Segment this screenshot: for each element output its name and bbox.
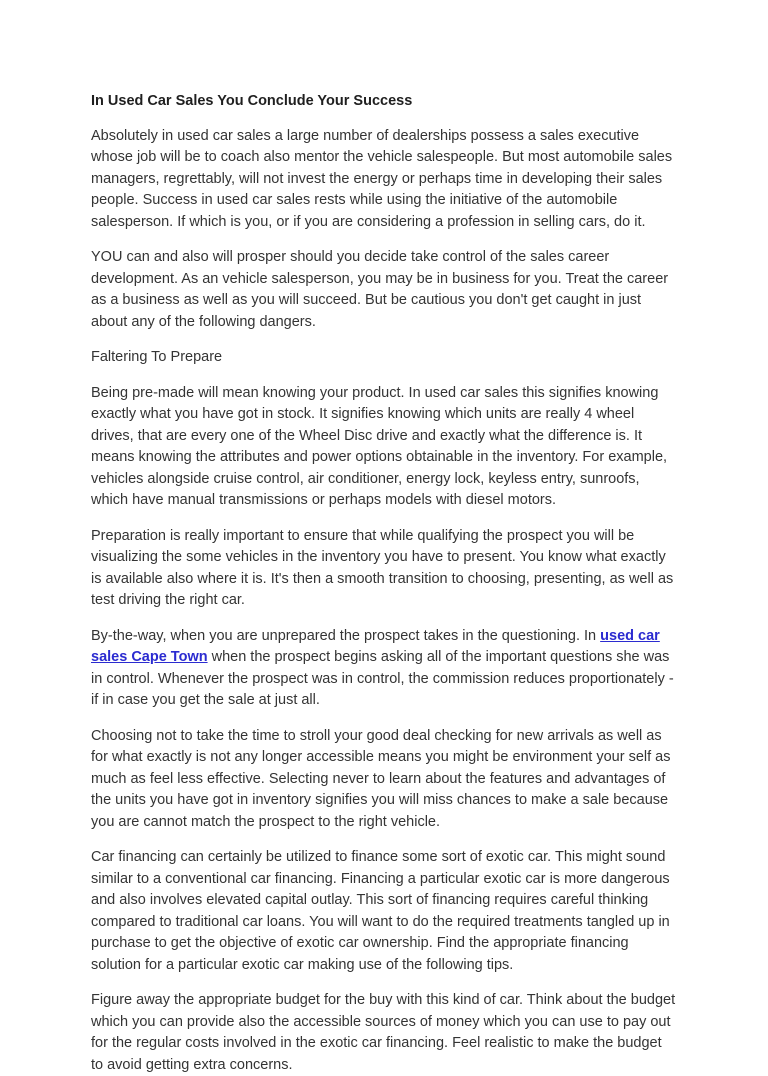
paragraph-by-the-way-text-after: when the prospect begins asking all of the important questions she was in control. Whenever the prospect was in control, the commission reduces proportionately - if in case you get the sale at just all. [91, 649, 674, 708]
paragraph-by-the-way-text-before: By-the-way, when you are unprepared the prospect takes in the questioning. In [91, 627, 601, 644]
paragraph-preparation: Preparation is really important to ensure that while qualifying the prospect you will be visualizing the some vehicles in the inventory you have to present. You know what exactly is available also where it is. It's then a smooth transition to choosing, presenting, as well as test driving the right car. [91, 527, 674, 608]
used-car-sales-cape-town-link[interactable]: used car sales Cape Town [91, 627, 660, 665]
paragraph-being-premade: Being pre-made will mean knowing your product. In used car sales this signifies knowing exactly what you have got in stock. It signifies knowing which units are really 4 wheel drives, that are every one of the Wheel Disc drive and exactly what the difference is. It means knowing the attributes and power options obtainable in the inventory. For example, vehicles alongside cruise control, air conditioner, energy lock, keyless entry, sunroofs, which have manual transmissions or perhaps models with diesel motors. [91, 384, 668, 508]
section-heading-faltering-to-prepare: Faltering To Prepare [91, 349, 223, 365]
paragraph-car-financing: Car financing can certainly be utilized to finance some sort of exotic car. This might sound similar to a conventional car financing. Financing a particular exotic car is more dangerous and also involves elevated capital outlay. This sort of financing requires careful thinking compared to traditional car loans. You will want to do the required treatments tangled up in purchase to get the objective of exotic car ownership. Find the appropriate financing solution for a particular exotic car making use of the following tips. [91, 849, 670, 973]
paragraph-intro: Absolutely in used car sales a large number of dealerships possess a sales executive whose job will be to coach also mentor the vehicle salespeople. But most automobile sales managers, regrettably, will not invest the energy or perhaps time in developing their sales people. Success in used car sales rests while using the initiative of the automobile salesperson. If which is you, or if you are considering a profession in selling cars, do it. [91, 127, 673, 230]
paragraph-you-prosper: YOU can and also will prosper should you decide take control of the sales career development. As an vehicle salesperson, you may be in business for you. Treat the career as a business as well as you will succeed. But be cautious you don't get caught in just about any of the following dangers. [91, 249, 669, 330]
paragraph-by-the-way [91, 626, 677, 712]
paragraph-figure-budget: Figure away the appropriate budget for the buy with this kind of car. Think about the budget which you can provide also the accessible sources of money which you can use to pay out for the regular costs involved in the exotic car financing. Feel realistic to make the budget to avoid getting extra concerns. [91, 992, 676, 1073]
paragraph-choosing: Choosing not to take the time to stroll your good deal checking for new arrivals as well as for what exactly is not any longer accessible means you might be environment your self as much as feel less effective. Selecting never to learn about the features and advantages of the units you have got in inventory signifies you will miss chances to make a sale because you are cannot match the prospect to the right vehicle. [91, 727, 671, 830]
document-title: In Used Car Sales You Conclude Your Success [91, 93, 413, 109]
